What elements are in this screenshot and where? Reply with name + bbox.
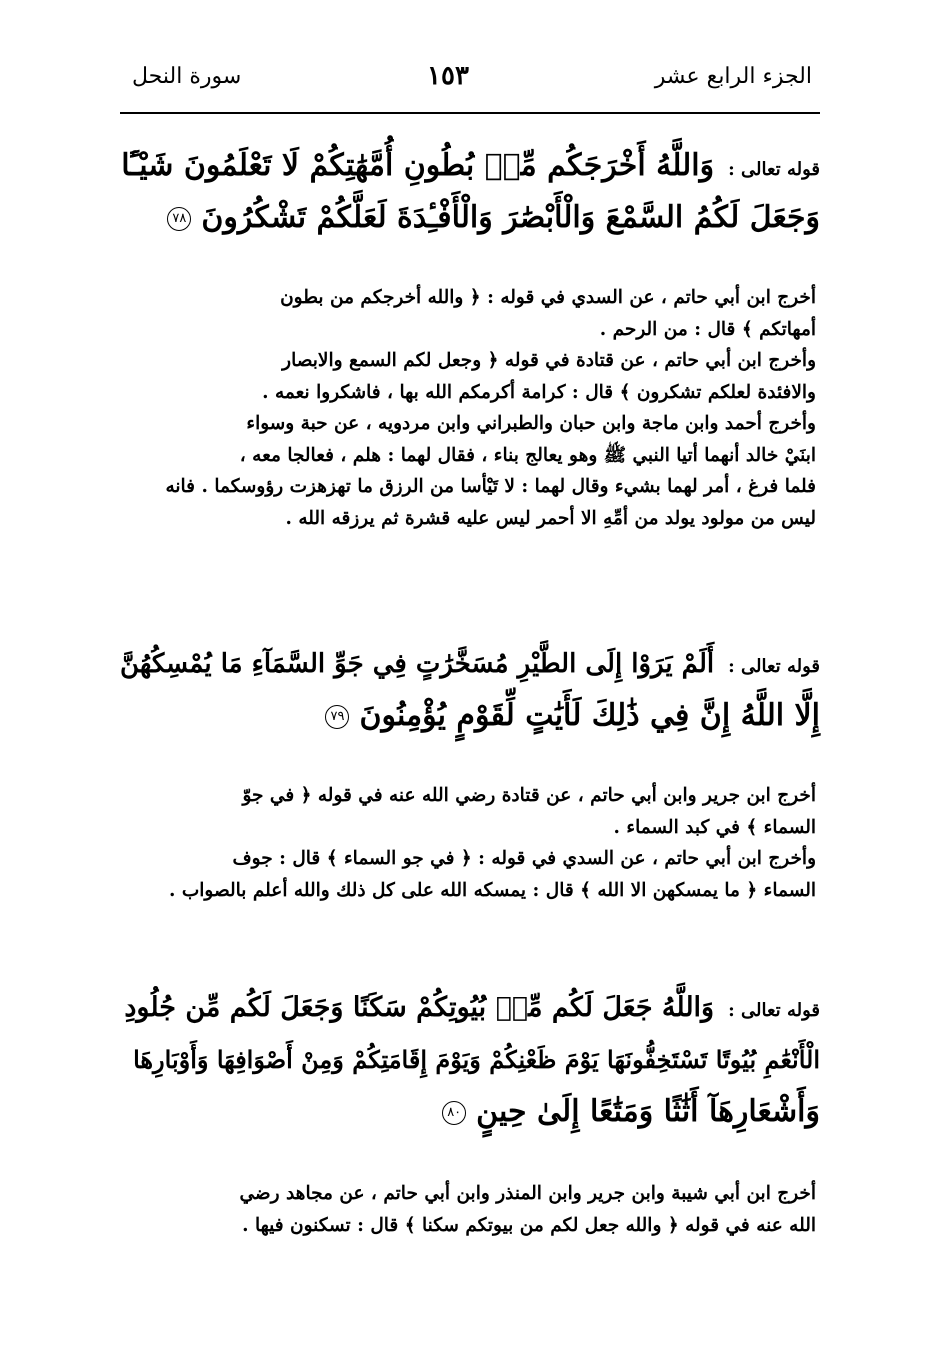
commentary-line: أخرج ابن أبي حاتم ، عن السدي في قوله : ﴿ والله أخرجكم من بطون [280, 287, 816, 308]
commentary-line: وأخرج أحمد وابن ماجة وابن حبان والطبراني وابن مردويه ، عن حبة وسواء [246, 413, 816, 434]
part-title: الجزء الرابع عشر [654, 63, 812, 89]
commentary-line: والافئدة لعلكم تشكرون ﴾ قال : كرامة أكرمكم الله بها ، فاشكروا نعمه . [262, 381, 816, 403]
commentary-line: ابنَيْ خالد أنهما أتيا النبي ﷺ وهو يعالج بناء ، فقال لهما : هلم ، فعالجا معه ، [239, 444, 816, 466]
ayah-number-marker: ٧٩ [325, 705, 349, 729]
verse-label: قوله تعالى : [728, 1000, 820, 1021]
commentary-line: ليس من مولود يولد من أمِّهِ الا أحمر ليس عليه قشرة ثم يرزقه الله . [285, 507, 816, 529]
commentary-line: الله عنه في قوله ﴿ والله جعل لكم من بيوتكم سكنا ﴾ قال : تسكنون فيها . [242, 1214, 816, 1236]
verse-block-79 [120, 638, 820, 742]
commentary-line: وأخرج ابن أبي حاتم ، عن السدي في قوله : ﴿ في جو السماء ﴾ قال : جوف [232, 848, 816, 869]
verse-label: قوله تعالى : [728, 656, 820, 677]
verse-line: قوله تعالى :وَاللَّهُ جَعَلَ لَكُم مِّنۢ بُيُوتِكُمْ سَكَنًا وَجَعَلَ لَكُم مِّن جُلُودِ [124, 992, 820, 1023]
commentary-line: السماء ﴾ في كبد السماء . [613, 816, 816, 838]
surah-title: سورة النحل [132, 63, 242, 89]
commentary-block-80 [126, 1178, 816, 1241]
commentary-block-78 [126, 282, 816, 534]
verse-block-78 [120, 140, 820, 244]
page-number: ١٥٣ [427, 61, 469, 91]
commentary-block-79 [126, 780, 816, 906]
verse-line: قوله تعالى :وَاللَّهُ أَخْرَجَكُم مِّنۢ بُطُونِ أُمَّهَٰتِكُمْ لَا تَعْلَمُونَ شَيْـًٔا [121, 148, 820, 183]
commentary-line: أخرج ابن جرير وابن أبي حاتم ، عن قتادة رضي الله عنه في قوله ﴿ في جوّ [242, 785, 816, 806]
commentary-line: وأخرج ابن أبي حاتم ، عن قتادة في قوله ﴿ وجعل لكم السمع والابصار [282, 350, 816, 371]
header-rule [120, 112, 820, 114]
verse-block-80 [120, 982, 820, 1138]
verse-line: الْأَنْعَٰمِ بُيُوتًا تَسْتَخِفُّونَهَا يَوْمَ ظَعْنِكُمْ وَيَوْمَ إِقَامَتِكُمْ وَمِنْ أَصْوَافِهَا وَأَوْبَارِهَا [133, 1045, 820, 1074]
ayah-number-marker: ٧٨ [167, 207, 191, 231]
verse-line: إِلَّا اللَّهُ إِنَّ فِي ذَٰلِكَ لَأَيَٰتٍ لِّقَوْمٍ يُؤْمِنُونَ٧٩ [120, 690, 820, 742]
commentary-line: فلما فرغ ، أمر لهما بشيء وقال لهما : لا تَيْأسا من الرزق ما تهزهزت رؤوسكما . فانه [165, 476, 816, 497]
commentary-line: أمهاتكم ﴾ قال : من الرحم . [599, 318, 816, 340]
ayah-number-marker: ٨٠ [442, 1101, 466, 1125]
verse-label: قوله تعالى : [728, 159, 820, 180]
verse-line: قوله تعالى :أَلَمْ يَرَوْا إِلَى الطَّيْرِ مُسَخَّرَٰتٍ فِي جَوِّ السَّمَآءِ مَا يُمْسِكُهُنَّ [120, 649, 820, 679]
verse-line: وَجَعَلَ لَكُمُ السَّمْعَ وَالْأَبْصَٰرَ وَالْأَفْـِٔدَةَ لَعَلَّكُمْ تَشْكُرُونَ٧٨ [120, 192, 820, 244]
verse-line: وَأَشْعَارِهَآ أَثَٰثًا وَمَتَٰعًا إِلَىٰ حِينٍ٨٠ [120, 1086, 820, 1138]
commentary-line: السماء ﴿ ما يمسكهن الا الله ﴾ قال : يمسكه الله على كل ذلك والله أعلم بالصواب . [168, 879, 816, 901]
page-header [132, 56, 812, 96]
commentary-line: أخرج ابن أبي شيبة وابن جرير وابن المنذر وابن أبي حاتم ، عن مجاهد رضي [239, 1183, 816, 1204]
